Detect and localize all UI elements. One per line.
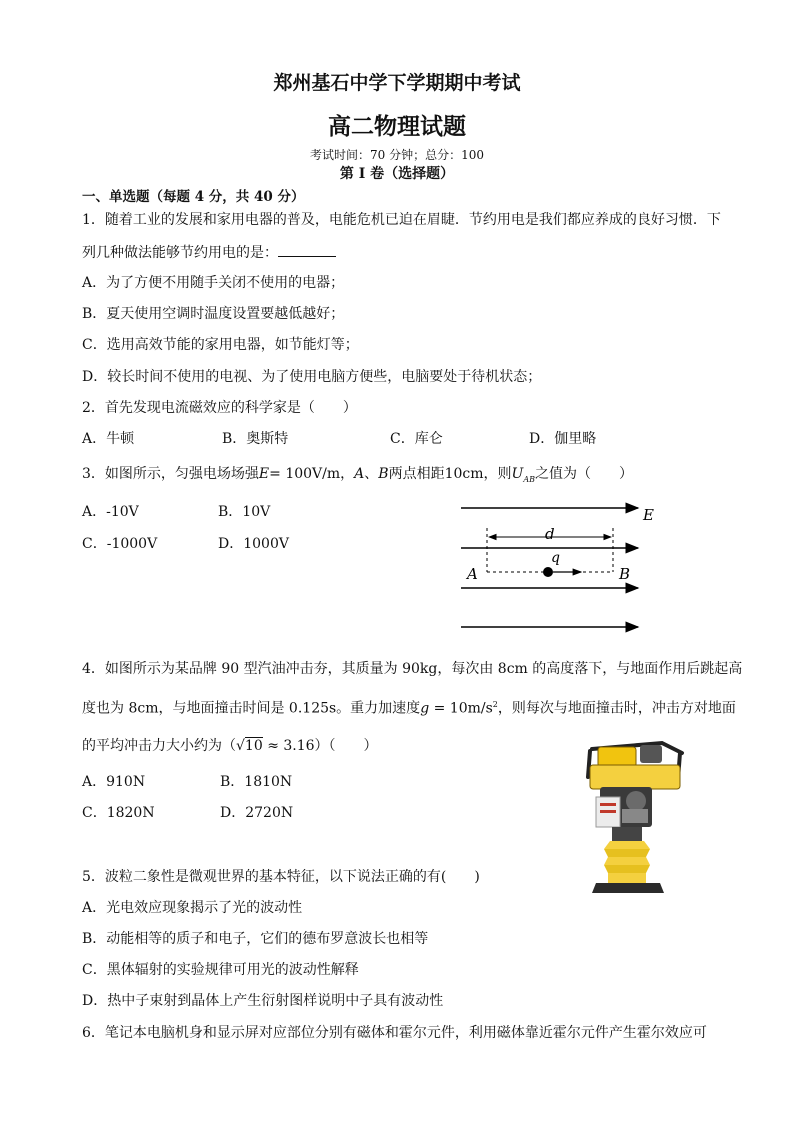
q1-option-a: A．为了方便不用随手关闭不使用的电器； xyxy=(82,275,345,291)
q4-stem-line1: 4．如图所示为某品牌 90 型汽油冲击夯，其质量为 90kg，每次由 8cm 的高度落下，与地面作用后跳起高 xyxy=(82,661,743,677)
q3-option-c: C．-1000V xyxy=(82,536,158,552)
q4-stem-line3: 的平均冲击力大小约为（√10 ≈ 3.16）（ ） xyxy=(82,738,378,754)
q2-option-d: D．伽里略 xyxy=(529,431,597,447)
q2-option-a: A．牛顿 xyxy=(82,431,135,447)
distance-label-d: d xyxy=(545,525,555,543)
q5-stem: 5．波粒二象性是微观世界的基本特征，以下说法正确的有( ) xyxy=(82,869,480,885)
sqrt-sign: √ xyxy=(236,738,245,754)
charge-label-q: q xyxy=(551,550,560,566)
field-label-e: E xyxy=(643,506,654,524)
q1-option-d: D．较长时间不使用的电视、为了使用电脑方便些，电脑要处于待机状态； xyxy=(82,369,542,385)
q5-option-d: D．热中子束射到晶体上产生衍射图样说明中子具有波动性 xyxy=(82,993,444,1009)
q2-option-b: B．奥斯特 xyxy=(222,431,289,447)
q5-option-c: C．黑体辐射的实验规律可用光的波动性解释 xyxy=(82,962,359,978)
q4-stem-line2: 度也为 8cm，与地面撞击时间是 0.125s。重力加速度$g = 10m/s^2$，则每次与地面撞击时，冲击方对地面 xyxy=(82,700,736,717)
q4-option-a: A．910N xyxy=(82,774,146,790)
q5-option-b: B．动能相等的质子和电子，它们的德布罗意波长也相等 xyxy=(82,931,429,947)
section-heading: 一、单选题（每题 4 分，共 40 分） xyxy=(82,189,305,205)
tamping-rammer-image xyxy=(570,735,695,900)
q1-stem-line1: 1．随着工业的发展和家用电器的普及，电能危机已迫在眉睫．节约用电是我们都应养成的良好习惯．下 xyxy=(82,212,721,228)
exam-meta: 考试时间：70 分钟；总分：100 xyxy=(310,148,484,162)
q6-stem: 6．笔记本电脑机身和显示屏对应部位分别有磁体和霍尔元件，利用磁体靠近霍尔元件产生霍尔效应可 xyxy=(82,1025,707,1041)
q1-option-b: B．夏天使用空调时温度设置要越低越好； xyxy=(82,306,345,322)
point-label-a: A xyxy=(467,565,478,583)
q1-stem-line2: 列几种做法能够节约用电的是： xyxy=(82,242,336,263)
q4-option-d: D．2720N xyxy=(220,805,294,821)
q3-option-d: D．1000V xyxy=(218,536,289,552)
charge-dot xyxy=(543,567,553,577)
volume-heading: 第 I 卷（选择题） xyxy=(339,166,455,182)
q4-option-c: C．1820N xyxy=(82,805,155,821)
q3-stem: 3．如图所示，匀强电场场强E= 100V/m，A、B两点相距10cm，则$U_{AB}$之值为（ ） xyxy=(82,466,633,484)
answer-blank[interactable] xyxy=(278,242,336,257)
q3-option-a: A．-10V xyxy=(82,504,139,520)
q5-option-a: A．光电效应现象揭示了光的波动性 xyxy=(82,900,303,916)
q3-option-b: B．10V xyxy=(218,504,271,520)
q2-option-c: C．库仑 xyxy=(390,431,443,447)
q1-option-c: C．选用高效节能的家用电器，如节能灯等； xyxy=(82,337,359,353)
q4-option-b: B．1810N xyxy=(220,774,293,790)
q2-stem: 2．首先发现电流磁效应的科学家是（ ） xyxy=(82,400,357,416)
school-title: 郑州基石中学下学期期中考试 xyxy=(273,72,521,94)
electric-field-figure xyxy=(455,495,670,640)
point-label-b: B xyxy=(619,565,631,583)
exam-title: 高二物理试题 xyxy=(328,114,466,140)
